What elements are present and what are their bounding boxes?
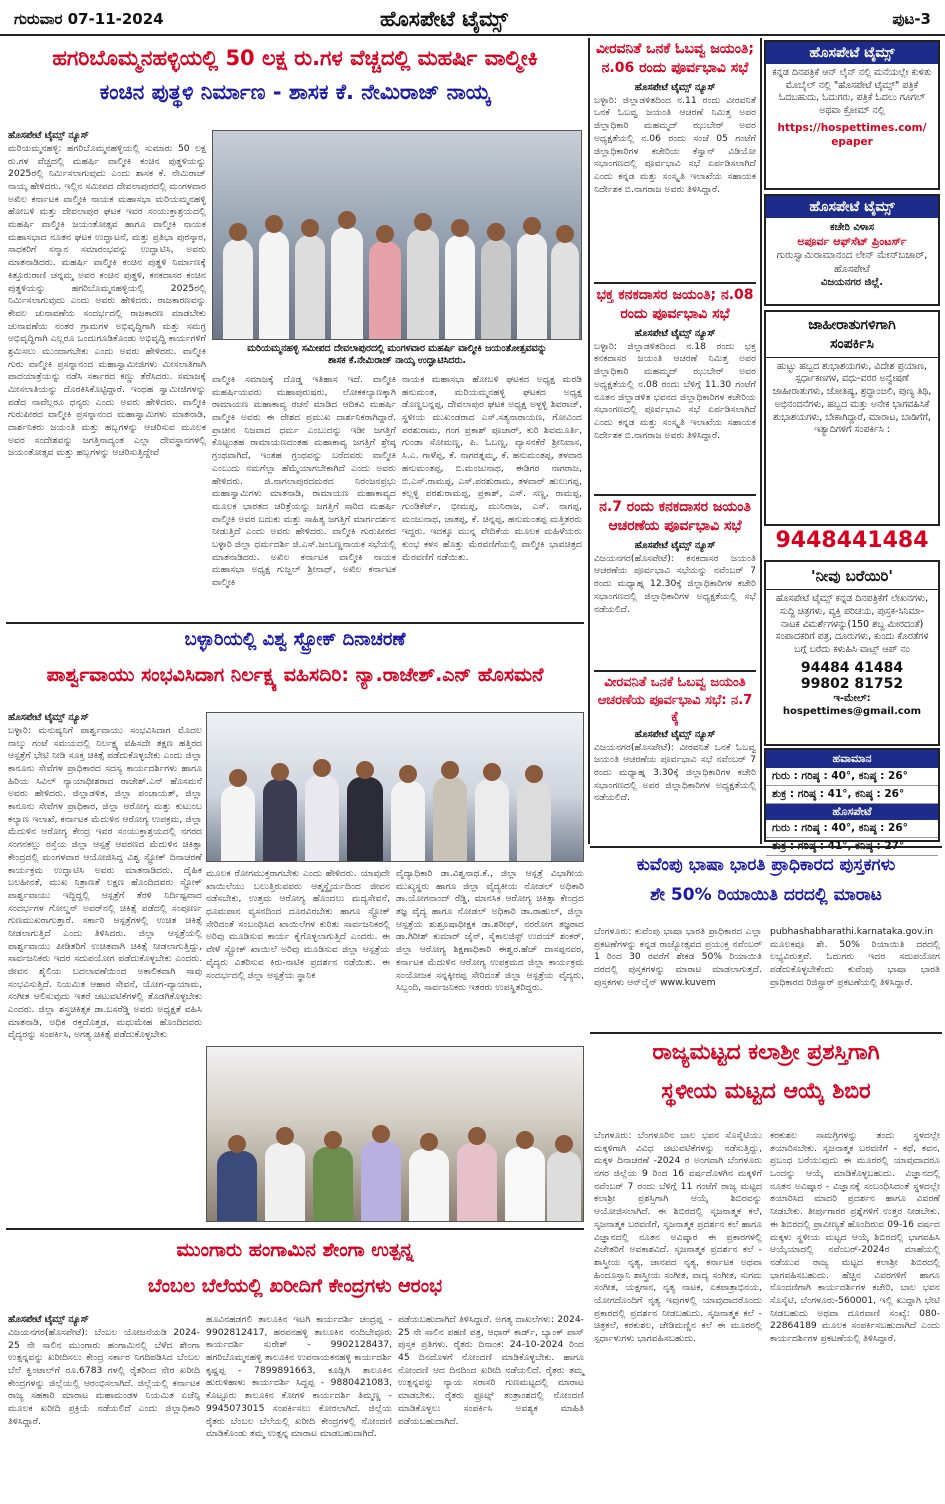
- story4-column1: ಬೆಂಗಳೂರು: ಕುವೆಂಪು ಭಾಷಾ ಭಾರತಿ ಪ್ರಾಧಿಕಾರದ ಎಲ್ಲಾ ಪ್ರಕಟಣೆಗಳನ್ನು ಕನ್ನಡ ರಾಜ್ಯೋತ್ಸವದ ಪ್ರಯುಕ್ತ ನವೆಂಬರ್ 1 ರಿಂದ 30 ರವರೆಗೆ ಶೇಕಡ 50% ರಿಯಾಯಿತಿ ದರದಲ್ಲಿ ಪುಸ್ತಕಗಳನ್ನು ಮಾರಾಟ ಮಾಡಲಾಗುತ್ತದೆ. ಪುಸ್ತಕಗಳು ಆನ್‌ಲೈನ್ www.kuvem: [594, 926, 762, 988]
- story3-column2: ಹೂವಿನಹಡಗಲಿ ತಾಲೂಕಿನ ಇಟಗಿ ಕಾರ್ಯದರ್ಶಿ ಚಂದ್ರಪ್ಪ - 9902812417, ಹರಪನಹಳ್ಳಿ ತಾಲೂಕಿನ ನಂದಿಬೇವೂರು ಕಾರ್ಯದರ್ಶಿ ಸುರೇಶ್ - 9902128437, ಹಗರಿಬೊಮ್ಮನಹಳ್ಳಿ ತಾಲೂಕಿನ ಉಪನಾಯಕನಹಳ್ಳಿ ಕಾರ್ಯದರ್ಶಿ ಕೃಷ್ಣಪ್ಪ - 7899891663, ಕೂಡ್ಲಿಗಿ ತಾಲೂಕಿನ ಹುರುಳಿಹಾಳು ಕಾರ್ಯದರ್ಶಿ ಸಿದ್ದಪ್ಪ - 9880421083, ಕೊಟ್ಟೂರು ತಾಲೂಕಿನ ಕೋಗಳಿ ಕಾರ್ಯದರ್ಶಿ ತಿಮ್ಮಣ್ಣ - 9945073015 ಸಂಪರ್ಕಿಸಲು ಕೋರಲಾಗಿದೆ. ಜಿಲ್ಲೆಯ ರೈತರು ಬೆಂಬಲ ಬೆಲೆಯಲ್ಲಿ ಖರೀದಿ ಕೇಂದ್ರಗಳಲ್ಲಿ ನೋಂದಣಿ ಮಾಡಿಕೊಂಡು ತಮ್ಮ ಉತ್ಪನ್ನ ಮಾರಾಟ ಮಾಡಬಹುದಾಗಿದೆ.: [206, 1314, 392, 1440]
- story2-photo2-people: [207, 1113, 583, 1221]
- story3-headline-line2: ಬೆಂಬಲ ಬೆಲೆಯಲ್ಲಿ ಖರೀದಿಗೆ ಕೇಂದ್ರಗಳು ಆರಂಭ: [147, 1274, 443, 1297]
- weather-box: [764, 748, 940, 842]
- brief4-byline: ಹೊಸಪೇಟೆ ಟೈಮ್ಸ್ ನ್ಯೂಸ್: [634, 728, 716, 740]
- ad-epaper-title: ಹೊಸಪೇಟೆ ಟೈಮ್ಸ್: [766, 42, 938, 64]
- sidebar-bottom-rule: [590, 846, 942, 848]
- story3-headline-line1: ಮುಂಗಾರು ಹಂಗಾಮಿನ ಶೇಂಗಾ ಉತ್ಪನ್ನ: [176, 1239, 414, 1261]
- ad-office-line1: ಕಚೇರಿ ವಿಳಾಸ: [829, 222, 875, 233]
- story2-text1: ಬಳ್ಳಾರಿ: ಮನುಷ್ಯನಿಗೆ ಪಾರ್ಶ್ವವಾಯು ಸಂಭವಿಸಿದಾಗ ಮೊದಲ ನಾಲ್ಕು ಗಂಟೆ ಸಮಯದಲ್ಲಿ ನಿರ್ಲಕ್ಷ್ಯ ವಹಿಸದೇ ತಕ್ಷಣ ಹತ್ತಿರದ ಆಸ್ಪತ್ರೆಗೆ ಭೇಟಿ ನೀಡಿ ಸೂಕ್ತ ಚಿಕಿತ್ಸೆ ಪಡೆದುಕೊಳ್ಳಬೇಕು ಎಂದು ಜಿಲ್ಲಾ ಕಾನೂನು ಸೇವೆಗಳ ಪ್ರಾಧಿಕಾರದ ಸದಸ್ಯ ಕಾರ್ಯದರ್ಶಿಗಳು ಹಾಗೂ ಹಿರಿಯ ಸಿವಿಲ್ ನ್ಯಾಯಾಧೀಶರಾದ ರಾಜೇಶ್.ಎನ್ ಹೊಸಮನೆ ಅವರು ಹೇಳಿದರು. ಜಿಲ್ಲಾಡಳಿತ, ಜಿಲ್ಲಾ ಪಂಚಾಯತ್, ಜಿಲ್ಲಾ ಕಾನೂನು ಸೇವೆಗಳ ಪ್ರಾಧಿಕಾರ, ಜಿಲ್ಲಾ ಆರೋಗ್ಯ ಮತ್ತು ಕುಟುಂಬ ಕಲ್ಯಾಣ ಇಲಾಖೆ, ಕರ್ನಾಟಕ ಮೆದುಳಿನ ಆರೋಗ್ಯ ಉಪಕ್ರಮ, ಜಿಲ್ಲಾ ಮೆದುಳಿನ ಆರೋಗ್ಯ ಕೇಂದ್ರ ಇವರ ಸಂಯುಕ್ತಾಶ್ರಯದಲ್ಲಿ ನಗರದ ಸಂಗನಕಲ್ಲು ರಸ್ತೆಯ ಜಿಲ್ಲಾ ಆಸ್ಪತ್ರೆ ಆವರಣದ ಮೆದುಳಿನ ಚಿಕಿತ್ಸಾ ಕೇಂದ್ರದಲ್ಲಿ ಮಂಗಳವಾರ ಆಯೋಜಿಸಿದ್ದ ವಿಶ್ವ ಸ್ಟ್ರೋಕ್ ದಿನಾಚರಣೆ ಕಾರ್ಯಕ್ರಮ ಉದ್ಘಾಟಿಸಿ ಅವರು ಮಾತನಾಡಿದರು. ದೈಹಿಕ ಬಲಹೀನತೆ, ಮುಖ ನಿತ್ರಾಣತೆ ಲಕ್ಷಣ ಹೊಂದಿದವರು ಸ್ಟ್ರೋಕ್ ಪಾರ್ಶ್ವವಾಯು ಇದ್ದಿದ್ದಲ್ಲಿ ಆಸ್ಪತ್ರೆಗೆ ತೆರಳಿ ನಿರ್ದಿಷ್ಟವಾದ ಸಂದರ್ಭಗಳ ಗೋಲ್ಡನ್ ಅವರ್‌ನಲ್ಲಿ ಚಿಕಿತ್ಸೆ ಪಡೆದಲ್ಲಿ ಸಂಪೂರ್ಣ ಗುಣಮುಖರಾಗುತ್ತಾರೆ. ಸರ್ಕಾರಿ ಆಸ್ಪತ್ರೆಗಳಲ್ಲಿ ಉಚಿತ ಚಿಕಿತ್ಸೆ ನೀಡಲಾಗುತ್ತಿದೆ ಎಂದು ತಿಳಿಸಿದರು. ಜಿಲ್ಲಾ ಆಸ್ಪತ್ರೆಯಲ್ಲಿ ಪಾರ್ಶ್ವವಾಯು ಪೀಡಿತರಿಗೆ ಉಚಿತವಾಗಿ ಚಿಕಿತ್ಸೆ ನೀಡಲಾಗುತ್ತಿದ್ದು, ಸಾರ್ವಜನಿಕರು ಇದರ ಸದುಪಯೋಗ ಪಡೆದುಕೊಳ್ಳಬೇಕು ಎಂದರು. ಜೀವನ ಶೈಲಿಯ ಬದಲಾವಣೆಯಿಂದ ಅಕಾಲಿಕವಾಗಿ ಸಾವು ಸಂಭವಿಸುತ್ತಿದೆ. ನಿಯಮಿತ ಆಹಾರ ಸೇವನೆ, ಯೋಗ-ವ್ಯಾಯಾಮ, ಸಂಗೀತ ಆಲಿಸುವುದು ಇತರೆ ಚಟುವಟಿಕೆಗಳಲ್ಲಿ ತೊಡಗಿಕೊಳ್ಳಬೇಕು ಎಂದರು. ಜಿಲ್ಲಾ ಶಸ್ತ್ರಚಿಕಿತ್ಸಕ ಡಾ.ಬಸರೆಡ್ಡಿ ಅವರು ಅಧ್ಯಕ್ಷತೆ ವಹಿಸಿ ಮಾತನಾಡಿ, ಅಧಿಕ ರಕ್ತದೊತ್ತಡ, ಮಧುಮೇಹ ಹೊಂದಿದವರು ವೈದ್ಯರನ್ನು ಸಂಪರ್ಕಿಸಿ, ಅಗತ್ಯ ಚಿಕಿತ್ಸೆ ಪಡೆದುಕೊಳ್ಳಬೇಕು: [8, 724, 202, 1041]
- story4-headline-line1: ಕುವೆಂಪು ಭಾಷಾ ಭಾರತಿ ಪ್ರಾಧಿಕಾರದ ಪುಸ್ತಕಗಳು: [636, 855, 896, 875]
- ad-office: [764, 194, 940, 306]
- story1-headline: [6, 40, 584, 128]
- issue-date: ಗುರುವಾರ 07-11-2024: [14, 10, 164, 28]
- story1-photo-people: [213, 210, 581, 339]
- story2-headline-line2: ಪಾರ್ಶ್ವವಾಯು ಸಂಭವಿಸಿದಾಗ ನಿರ್ಲಕ್ಷ್ಯ ವಹಿಸದಿರಿ: ನ್ಯಾ.ರಾಜೇಶ್.ಎನ್ ಹೊಸಮನೆ: [46, 663, 544, 686]
- story1-column1: [8, 130, 206, 618]
- story2-bottom-rule: [6, 1228, 584, 1230]
- ad-write-phone1: 94484 41484: [800, 659, 904, 676]
- ad-office-title: ಹೊಸಪೇಟೆ ಟೈಮ್ಸ್: [766, 196, 938, 218]
- weather-row-thu: ಗುರು : ಗರಿಷ್ಠ : 40°, ಕನಿಷ್ಠ : 26°: [766, 768, 938, 786]
- story2-column3: ವೈದ್ಯಾಧಿಕಾರಿ ಡಾ.ವಿಶ್ವನಾಥ.ಕೆ., ಜಿಲ್ಲಾ ಆಸ್ಪತ್ರೆ ವಿಭಾಗೀಯ ಮುಖ್ಯಸ್ಥರು ಹಾಗೂ ಜಿಲ್ಲಾ ವೈದ್ಯಕೀಯ ನೋಡಲ್ ಅಧಿಕಾರಿ ಡಾ.ಯೋಗನಾಂದ್ ರೆಡ್ಡಿ, ಮಾನಸಿಕ ಆರೋಗ್ಯ ಚಿಕಿತ್ಸಾ ಕೇಂದ್ರದ ತಜ್ಞ ವೈದ್ಯ ಹಾಗೂ ನೋಡಲ್ ಅಧಿಕಾರಿ ಡಾ.ರಾಹುಲ್, ಜಿಲ್ಲಾ ಆಸ್ಪತ್ರೆಯ ಶುಶ್ರೂಷಾಧೀಕ್ಷಕ ಡಾ.ಶರೀಫ್, ನರರೋಗ ತಜ್ಞರಾದ ಡಾ.ಗಿರೀಶ್ ಕುಮಾರ್ ಜೈನ್, ಸೈಕಾಲಜಿಸ್ಟ್ ಉದಯ್ ಶಂಕರ್, ಜಿಲ್ಲಾ ಆರೋಗ್ಯ ಶಿಕ್ಷಣಾಧಿಕಾರಿ ಈಶ್ವರ.ಹೆಚ್ ದಾಸಪ್ಪನವರ, ಕರ್ನಾಟಕ ಮೆದುಳಿನ ಆರೋಗ್ಯ ಉಪಕ್ರಮದ ಜಿಲ್ಲಾ ಕಾರ್ಯಕ್ರಮ ಸಂಯೋಜಕ ಸನ್ನಕ್ಕೀರಪ್ಪ ಸೇರಿದಂತೆ ಜಿಲ್ಲಾ ಆಸ್ಪತ್ರೆಯ ವೈದ್ಯರು, ಸಿಬ್ಬಂದಿ, ಸಾರ್ವಜನಿಕರು ಇತರರು ಉಪಸ್ಥಿತರಿದ್ದರು.: [396, 868, 584, 994]
- ad-office-line3: ಗುರುಸ್ವಾಮಿರಾಮಾನಂದ ಲೇನ್ ಮೇನ್‌ಬಜಾರ್, ಹೊಸಪೇಟೆ: [776, 250, 928, 275]
- story3-column3: ಪಡೆಯಬಹುದಾಗಿದೆ ತಿಳಿಸಿದ್ದಾರೆ. ಅಗತ್ಯ ದಾಖಲೆಗಳು: 2024-25 ನೇ ಸಾಲಿನ ಪಹಣಿ ಪತ್ರ, ಆಧಾರ್ ಕಾರ್ಡ್, ಬ್ಯಾಂಕ್ ಪಾಸ್ ಪುಸ್ತಕ ಪ್ರತಿಗಳು. ರೈತರು ದಿನಾಂಕ: 24-10-2024 ರಿಂದ 45 ದಿನದೊಳಗೆ ನೋಂದಣಿ ಮಾಡಿಕೊಳ್ಳಬೇಕು. ಹಾಗೂ ನೋಂದಣಿ ಆದ ದಿನದಿಂದ ಖರೀದಿ ನಡೆಯಲಿದೆ. ರೈತರು ತಮ್ಮ ಉತ್ಪನ್ನವನ್ನು ನ್ಯಾಯ ಸರಾಸರಿ ಗುಣಮಟ್ಟದಲ್ಲಿ ಮಾರಾಟ ಮಾಡಬೇಕು. ರೈತರು ಫ್ರೂಟ್ಸ್ ತಂತ್ರಾಂಶದಲ್ಲಿ ನೋಂದಣಿ ಮಾಡಿಕೊಳ್ಳಲು ಸಂಪರ್ಕಿಸಿ ಅವಶ್ಯಕ ಮಾಹಿತಿ ಪಡೆಯಬಹುದಾಗಿದೆ.: [398, 1314, 584, 1427]
- column-divider: [588, 38, 590, 844]
- weather-row-fri: ಶುಕ್ರ : ಗರಿಷ್ಠ : 41°, ಕನಿಷ್ಠ : 26°: [766, 786, 938, 804]
- ad-epaper: [764, 40, 940, 190]
- story1-headline-line2: ಕಂಚಿನ ಪುತ್ಥಳಿ ನಿರ್ಮಾಣ - ಶಾಸಕ ಕೆ. ನೇಮಿರಾಜ್ ನಾಯ್ಕ: [99, 80, 491, 105]
- brief2-headline: ಭಕ್ತ ಕನಕದಾಸರ ಜಯಂತಿ; ನ.08 ರಂದು ಪೂರ್ವಭಾವಿ ಸಭೆ: [596, 287, 754, 322]
- ad-contact-line1: ಜಾಹೀರಾತುಗಳಿಗಾಗಿ: [808, 317, 896, 333]
- brief3: [594, 498, 756, 668]
- brief1-rule: [594, 282, 756, 284]
- brief3-headline: ನ.7 ರಂದು ಕನಕದಾಸರ ಜಯಂತಿ ಆಚರಣೆಯ ಪೂರ್ವಭಾವಿ ಸಭೆ: [599, 499, 751, 534]
- story4-column2: pubhashabharathi.karnataka.gov.in ಮೂಲಕವೂ ಶೇ. 50% ರಿಯಾಯಿತಿ ದರದಲ್ಲಿ ಲಭ್ಯವಿರುತ್ತವೆ. ಓದುಗರು ಇದರ ಸದುಪಯೋಗ ಪಡೆದುಕೊಳ್ಳಬೇಕೆಂದು ಕುವೆಂಪು ಭಾಷಾ ಭಾರತಿ ಪ್ರಾಧಿಕಾರದ ರಿಜಿಸ್ಟ್ರಾರ್ ಪ್ರಕಟಣೆಯಲ್ಲಿ ತಿಳಿಸಿದ್ದಾರೆ.: [770, 926, 940, 988]
- brief4-text: ವಿಜಯನಗರ(ಹೊಸಪೇಟೆ): ವೀರವನಿತೆ ಒನಕೆ ಓಬವ್ವ ಜಯಂತಿ ಆಚರಣೆಯ ಪೂರ್ವಭಾವಿ ಸಭೆ ನವೆಂಬರ್ 7 ರಂದು ಮಧ್ಯಾಹ್ನ 3.30ಕ್ಕೆ ಜಿಲ್ಲಾಧಿಕಾರಿಗಳ ಕಚೇರಿ ಸಭಾಂಗಣದಲ್ಲಿ ಅಪರ ಜಿಲ್ಲಾಧಿಕಾರಿಗಳ ಅಧ್ಯಕ್ಷತೆಯಲ್ಲಿ ನಡೆಯಲಿದೆ.: [594, 741, 756, 804]
- newspaper-title: ಹೊಸಪೇಟೆ ಟೈಮ್ಸ್: [380, 6, 508, 31]
- weather-row2-thu: ಗುರು : ಗರಿಷ್ಠ : 40°, ಕನಿಷ್ಠ : 26°: [766, 820, 938, 838]
- story2-photo1: [206, 712, 584, 862]
- story2-photo1-people: [207, 769, 583, 861]
- story1-bottom-rule: [6, 622, 584, 624]
- brief2-byline: ಹೊಸಪೇಟೆ ಟೈಮ್ಸ್ ನ್ಯೂಸ್: [634, 327, 716, 339]
- story3-text1: ವಿಜಯನಗರ(ಹೊಸಪೇಟೆ): ಬೆಂಬಲ ಯೋಜನೆಯಡಿ 2024-25 ನೇ ಸಾಲಿನ ಮುಂಗಾರು ಹಂಗಾಮಿನಲ್ಲಿ ಬೆಳೆದ ಶೇಂಗಾ ಉತ್ಪನ್ನವನ್ನು ಖರೀದಿಸಲು ಕೇಂದ್ರ ಸರ್ಕಾರ ನಿಗದಿಪಡಿಸಿದ ಬೆಂಬಲ ಬೆಲೆ ಕ್ವಿಂಟಾಲ್‌ಗೆ ರೂ.6783 ಗಳಲ್ಲಿ ರೈತರಿಂದ ನೇರ ಖರೀದಿ ಕೇಂದ್ರಗಳನ್ನು ಜಿಲ್ಲೆಯಲ್ಲಿ ಆರಂಭಿಸಲಾಗಿದೆ. ಜಿಲ್ಲೆಯಲ್ಲಿ ಕರ್ನಾಟಕ ರಾಜ್ಯ ಸಹಕಾರಿ ಮಾರಾಟ ಮಹಾಮಂಡಳ ನಿಯಮಿತ ಏಜೆನ್ಸಿ ಮೂಲಕ ಖರೀದಿ ಪ್ರಕ್ರಿಯೆ ನಡೆಯಲಿದೆ ಎಂದು ಜಿಲ್ಲಾಧಿಕಾರಿ ತಿಳಿಸಿದ್ದಾರೆ.: [8, 1326, 200, 1427]
- masthead: [0, 0, 945, 36]
- ad-contact: [764, 310, 940, 526]
- brief2-rule: [594, 494, 756, 496]
- brief1-byline: ಹೊಸಪೇಟೆ ಟೈಮ್ಸ್ ನ್ಯೂಸ್: [634, 81, 716, 93]
- ad-write: [764, 560, 940, 746]
- story2-column2: ಮೂಲಕ ರೋಗಮುಕ್ತರಾಗಬೇಕು ಎಂದು ಹೇಳಿದರು. ಯಾವುದೇ ಖಾಯಿಲೆಯು ಬಲುತ್ತಿರುವವರು ಆತ್ಮಸ್ಥೈರ್ಯದಿಂದ ಜೀವನ ನಡೆಸಬೇಕು, ಉತ್ತಮ ಆರೋಗ್ಯ ಹೊಂದಲು ಮದ್ಯಸೇವನೆ, ಧೂಮಪಾನ ವ್ಯಸನದಿಂದ ದೂರವಿರಬೇಕು ಹಾಗೂ ಸ್ಟ್ರೋಕ್ ಸೇರಿದಂತೆ ಸಂಬಂಧಿಸಿದ ಖಾಯಿಲೆಗಳ ಕುರಿತು ಸಾರ್ವಜನಿಕರಲ್ಲಿ ಅರಿವು ಮೂಡಿಸುವ ಕಾರ್ಯ ಕೈಗೊಳ್ಳಲಾಗುತ್ತಿದೆ ಎಂದರು. ಈ ವೇಳೆ ಸ್ಟ್ರೋಕ್ ಖಾಯಿಲೆ ಅರಿವು ಮೂಡಿಸುವ ಜಿಲ್ಲಾ ಆಸ್ಪತ್ರೆಯ ವೈದ್ಯರು ವಿತರಿಸುವ ಕಿರು-ನಾಟಿಕ ಪ್ರದರ್ಶನ ನಡೆಯಿತು. ಈ ಸಂದರ್ಭದಲ್ಲಿ ಜಿಲ್ಲಾ ಆಸ್ಪತ್ರೆಯ ಸ್ಥಾನಿಕ: [206, 868, 390, 981]
- story1-column3: ನಾಯಕ ಮಹಾಸಭಾ ಹೋಬಳಿ ಘಟಕದ ಅಧ್ಯಕ್ಷ ಮರಡಿ ಹನುಮಂತ, ಮರಿಯಮ್ಮನಹಳ್ಳಿ ಘಟಕದ ಅಧ್ಯಕ್ಷ ಡೊಣ್ಣಬನ್ನಪ್ಪ, ದೇವಲಾಪುರ ಘಟಕ ಅಧ್ಯಕ್ಷ ಅಳ್ಳಳ್ಳಿ ಶಿವರಾಜ್, ಸ್ಥಳೀಯ ಮುಖಂಡರಾದ ಎಸ್.ಸತ್ಯನಾರಾಯಣ, ಗೋವಿಂದ ಪರಶುರಾಮ, ಗಂಗ ಪ್ರಕಾಶ್ ಪೂಜಾರ್, ಕುರಿ ಶಿವಮೂರ್ತಿ, ಗುಂಡಾ ಸೋಮಣ್ಣ, ಪಿ. ಓಬಣ್ಣ, ವ್ಯಾಸನಕೆರೆ ಶ್ರೀನಿವಾಸ, ಸಿ.ಎ. ಗಾಳೆಪ್ಪ, ಕೆ. ನಾಗರತ್ನಮ್ಮ, ಕೆ. ಹನುಮಂತಪ್ಪ, ತಳವಾರ ಹನುಮಂತಪ್ಪ, ಬಿ.ಮಂಜುನಾಥ, ಈಡಿಗರ ನಾಗರಾಜ, ಬಿ.ಎಸ್.ರಾಮಪ್ಪ, ಎಸ್.ಪರಶುರಾಮ, ತಳವಾರ್ ಹುಲುಗಪ್ಪ, ಕಲ್ಲಳ್ಳಿ ಪರಶುರಾಮಪ್ಪ, ಪ್ರಕಾಶ್, ಎಸ್. ಸಣ್ಣ, ರಾಮಪ್ಪ, ಗುಂಡಿಕೆರ್ಟ್, ಭೀಮಪ್ಪ, ಮುನಿರಾಜ, ಎಸ್. ನಾಗಪ್ಪ, ಮಂಜುನಾಥ, ಜಾತಪ್ಪ, ಕೆ. ಚಿನ್ನಪ್ಪ, ಹನುಮಂತಪ್ಪ ಮತ್ತಿತರರು ಇದ್ದರು. ಇದಕ್ಕೂ ಮುನ್ನ ವೇದಿಕೆಯ ಮೂಲಕ ಮಹಿಳೆಯರು ಕುಂಭ ಕಳಸ ಹೊತ್ತು ಮೆರವಣಿಗೆಯಲ್ಲಿ ವಾಲ್ಮೀಕಿ ಭಾವಚಿತ್ರದ ಮೆರವಣಿಗೆ ನಡೆಯಿತು.: [402, 374, 582, 563]
- story3-byline: ಹೊಸಪೇಟೆ ಟೈಮ್ಸ್ ನ್ಯೂಸ್: [8, 1314, 89, 1325]
- brief2-text: ಬಳ್ಳಾರಿ: ಜಿಲ್ಲಾಡಳಿತದಿಂದ ನ.18 ರಂದು ಭಕ್ತ ಕನಕದಾಸರ ಜಯಂತಿ ಆಚರಣೆ ನಿಮಿತ್ತ ಅಪರ ಜಿಲ್ಲಾಧಿಕಾರಿ ಮಹಮ್ಮದ್ ಝುಬೇರ್ ಅವರ ಅಧ್ಯಕ್ಷತೆಯಲ್ಲಿ ನ.08 ರಂದು ಬೆಳಿಗ್ಗೆ 11.30 ಗಂಟೆಗೆ ನೂತನ ಜಿಲ್ಲಾಡಳಿತ ಭವನದ ಜಿಲ್ಲಾಧಿಕಾರಿಗಳ ಕಚೇರಿಯ ಸಭಾಂಗಣದಲ್ಲಿ ಪೂರ್ವಭಾವಿ ಸಭೆ ಏರ್ಪಡಿಸಲಾಗಿದೆ ಎಂದು ಕನ್ನಡ ಮತ್ತು ಸಂಸ್ಕೃತಿ ಇಲಾಖೆಯ ಸಹಾಯಕ ನಿರ್ದೇಶಕ ಬಿ.ನಾಗರಾಜ ಅವರು ತಿಳಿಸಿದ್ದಾರೆ.: [594, 340, 756, 441]
- story2-headline-line1: ಬಳ್ಳಾರಿಯಲ್ಲಿ ವಿಶ್ವ ಸ್ಟ್ರೋಕ್ ದಿನಾಚರಣೆ: [184, 629, 406, 650]
- story5-headline-line2: ಸ್ಥಳೀಯ ಮಟ್ಟದ ಆಯ್ಕೆ ಶಿಬಿರ: [661, 1079, 871, 1105]
- brief3-text: ವಿಜಯನಗರ(ಹೊಸಪೇಟೆ): ಕನಕದಾಸರ ಜಯಂತಿ ಆಚರಣೆಯ ಪೂರ್ವಭಾವಿ ಸಭೆಯನ್ನು ನವೆಂಬರ್ 7 ರಂದು ಮಧ್ಯಾಹ್ನ 12.30ಕ್ಕೆ ಜಿಲ್ಲಾಧಿಕಾರಿಗಳ ಕಚೇರಿ ಸಭಾಂಗಣದಲ್ಲಿ ಜಿಲ್ಲಾಧಿಕಾರಿಗಳ ಅಧ್ಯಕ್ಷತೆಯಲ್ಲಿ ಸಭೆ ನಡೆಯಲಿದೆ.: [594, 552, 756, 615]
- ad-write-phone2: 99802 81752: [800, 675, 904, 692]
- story5-headline-line1: ರಾಜ್ಯಮಟ್ಟದ ಕಲಾಶ್ರೀ ಪ್ರಶಸ್ತಿಗಾಗಿ: [652, 1040, 880, 1065]
- brief4-headline: ವೀರವನಿತೆ ಒನಕೆ ಓಬವ್ವ ಜಯಂತಿ ಆಚರಣೆಯ ಪೂರ್ವಭಾವಿ ಸಭೆ: ನ.7 ಕ್ಕೆ: [597, 675, 753, 726]
- story5-column2: ಕರಕುಶಲ ಸಾಮಗ್ರಿಗಳನ್ನು ತಂದು ಸ್ಥಳದಲ್ಲೇ ತಯಾರಿಸಬೇಕು. ಸೃಜನಾತ್ಮಕ ಬರವಣಿಗೆ - ಕಥೆ, ಕವನ, ಪ್ರಬಂಧ ಬರೆಯುವುದು ಈ ಮೂರರಲ್ಲಿ ಯಾವುದಾದರೂ ಒಂದನ್ನು ಆಯ್ಕೆ ಮಾಡಿಕೊಳ್ಳಬಹುದು. ವಿಜ್ಞಾನದಲ್ಲಿ ನೂತನ ಅವಿಷ್ಕಾರ - ವಿಜ್ಞಾನಕ್ಕೆ ಸಂಬಂಧಿಸಿದಂತೆ ಸ್ಥಳದಲ್ಲೇ ತಯಾರಿಸಿದ ಮಾದರಿ ಪ್ರದರ್ಶನ ಹಾಗೂ ವಿವರಣೆ ನೀಡಬೇಕು. ತೀರ್ಪುಗಾರರ ಪ್ರಶ್ನೆಗಳಿಗೆ ಉತ್ತರ ನೀಡಬೇಕು. ಈ ಶಿಬಿರದಲ್ಲಿ ಪ್ರಾವೀಣ್ಯತೆ ಹೊಂದಿರುವ 09-16 ವರ್ಷದ ಮಕ್ಕಳು ಸ್ಥಳೀಯ ಮಟ್ಟದ ಆಯ್ಕೆ ಶಿಬಿರದಲ್ಲಿ ಭಾಗವಹಿಸಿ ಆಯ್ಕೆಯಾದಲ್ಲಿ ನವೆಂಬರ್-2024ರ ಮಾಹೆಯಲ್ಲಿ ನಡೆಯುವ ರಾಜ್ಯ ಮಟ್ಟದ ಕಲಾಶ್ರೀ ಶಿಬಿರದಲ್ಲಿ ಭಾಗವಹಿಸಬಹುದು. ಹೆಚ್ಚಿನ ವಿವರಗಳಿಗೆ ಹಾಗೂ ನೊಂದಣಿಗಾಗಿ ಕಾರ್ಯದರ್ಶಿಗಳ ಕಚೇರಿ, ಬಾಲ ಭವನ ಸೊಸೈಟಿ, ಬೆಂಗಳೂರು-560001, ಇಲ್ಲಿ ಖುದ್ದಾಗಿ ಭೇಟಿ ನೀಡಬಹುದು ಅಥವಾ ದೂರವಾಣಿ ಸಂಖ್ಯೆ: 080-22864189 ಮೂಲಕ ಸಂಪರ್ಕಿಸಬಹುದಾಗಿದೆ ಎಂದು ಕಾರ್ಯದರ್ಶಿಗಳ ಪ್ರಕಟಣೆಯಲ್ಲಿ ತಿಳಿಸಿದ್ದಾರೆ.: [770, 1130, 940, 1344]
- story2-photo2: [206, 1046, 584, 1222]
- brief3-byline: ಹೊಸಪೇಟೆ ಟೈಮ್ಸ್ ನ್ಯೂಸ್: [634, 539, 716, 551]
- story1-text1: ಮರಿಯಮ್ಮನಹಳ್ಳಿ: ಹಗರಿಬೊಮ್ಮನಹಳ್ಳಿಯಲ್ಲಿ ಸುಮಾರು 50 ಲಕ್ಷ ರು.ಗಳ ವೆಚ್ಚದಲ್ಲಿ ಮಹರ್ಷಿ ವಾಲ್ಮೀಕಿ ಕಂಚಿನ ಪುತ್ಥಳಿಯನ್ನು 2025ರಲ್ಲಿ ನಿರ್ಮಿಸಲಾಗುವುದು ಎಂದು ಶಾಸಕ ಕೆ. ನೇಮಿರಾಜ್ ನಾಯ್ಕ ಹೇಳಿದರು. ಇಲ್ಲಿನ ಸಮೀಪದ ದೇವಲಾಪುರದಲ್ಲಿ ಮಂಗಳವಾರ ಅಖಿಲ ಕರ್ನಾಟಕ ವಾಲ್ಮೀಕಿ ನಾಯಕ ಮಹಾಸಭಾ ಮರಿಯಮ್ಮನಹಳ್ಳಿ ಹೋಬಳಿ ಮತ್ತು ದೇವಲಾಪುರ ಘಟಕ ಇವರ ಸಂಯುಕ್ತಾಶ್ರಯದಲ್ಲಿ ಮಹರ್ಷಿ ವಾಲ್ಮೀಕಿ ಜಯಂತೋತ್ಸವ ಹಾಗೂ ವಾಲ್ಮೀಕಿ ನಾಯಕ ಮಹಾಸಭಾದ ನೂತನ ಘಟಕ ಉದ್ಘಾಟನೆ, ಮತ್ತು ಪ್ರತಿಭಾ ಪುರಸ್ಕಾರ, ಸಾಧಕರಿಗೆ ಸನ್ಮಾನ ಸಮಾರಂಭವನ್ನು ಉದ್ಘಾಟಿಸಿ, ಅವರು ಮಾತನಾಡಿದರು. ಮಹರ್ಷಿ ವಾಲ್ಮೀಕಿ ಕಂಚಿನ ಪುತ್ಥಳಿ ನಿರ್ಮಾಣಕ್ಕೆ ಕಿತ್ತೂರುರಾಣಿ ಚನ್ನಮ್ಮ ಅವರ ಕಂಚಿನ ಪುತ್ಥಳಿ, ಕನಕದಾಸರ ಕಂಚಿನ ಪುತ್ಥಳಿಯನ್ನು ಹಗರಿಬೊಮ್ಮನಹಳ್ಳಿಯಲ್ಲಿ 2025ರಲ್ಲಿ ನಿರ್ಮಿಸಲಾಗುವುದು ಎಂದು ಅವರು ಹೇಳಿದರು. ರಾಜಕಾರಣವನ್ನು ಕೇವಲ ಚುನಾವಣೆಯ ಸಂದರ್ಭದಲ್ಲಿ ರಾಜಕಾರಣ ಮಾಡಬೇಕು ಚುನಾವಣೆಯ ನಂತರ ಗ್ರಾಮಗಳ ಅಭಿವೃದ್ಧಿಗಾಗಿ ಮತ್ತು ಸಮಗ್ರ ಅಭಿವೃದ್ಧಿಗಾಗಿ ಎಲ್ಲರೂ ಒಂದುಗೂಡಿಕೊಂಡು ಅಭಿವೃದ್ಧಿ ಕಾರ್ಯಗಳಿಗೆ ಶ್ರಮಿಸಲು ಮುಂದಾಗಬೇಕು ಎಂದು ಅವರು ಹೇಳಿದರು. ವಾಲ್ಮೀಕಿ ಗುರು ವಾಲ್ಮೀಕಿ ಪ್ರಸನ್ನಾನಂದ ಮಹಾಸ್ವಾಮೀಜಿಗಳು ಮೀಸಲಾತಿಗಾಗಿ ಪಾದಯಾತ್ರೆಯನ್ನು ನಡೆಸಿ ಸರ್ಕಾರದ ಕಣ್ಣು ತೆರೆಸಿದರು. ಸಮಾಜಕ್ಕೆ ಮೀಸಲಾತಿಯನ್ನು ದೊರಕಿಸಿಕೊಟ್ಟಿದ್ದಾರೆ. ಇಂಥಹ ಸ್ವಾಮೀಜಿಗಳನ್ನು ಪಡೆದ ನಾವೆಲ್ಲರೂ ಧನ್ಯರು ಎಂದು ಅವರು ಹೇಳಿದರು. ವಾಲ್ಮೀಕಿ ಗುರುಪೀಠದ ವಾಲ್ಮೀಕಿ ಪ್ರಸನ್ನಾನಂದ ಮಹಾಸ್ವಾಮಿಗಳು ಮಾತನಾಡಿ, ದಾರ್ಶನಿಕರು ಜಯಂತಿ ಮತ್ತು ಹಬ್ಬಗಳನ್ನು ಆಚರಿಸುವ ಮೂಲಕ ಅವರ ಸಂದೇಶವನ್ನು ಜಗತ್ತಿನಾದ್ಯಂತ ಎಲ್ಲಾ ದೇವಸ್ಥಾನಗಳಲ್ಲಿ ಜಯಂತೋತ್ಸವ ಮತ್ತು ಹಬ್ಬಗಳನ್ನು ಆಚರಿಸುತ್ತಿದ್ದೇವೆ: [8, 142, 206, 459]
- ad-write-email: ಇ-ಮೇಲ್: hospettimes@gmail.com: [782, 692, 922, 718]
- ad-contact-phone: 9448441484: [775, 528, 929, 553]
- ad-write-title: 'ನೀವು ಬರೆಯಿರಿ': [766, 566, 938, 590]
- brief1: [594, 40, 756, 280]
- story1-column2: ವಾಲ್ಮೀಕಿ ಸಮಾಜಕ್ಕೆ ದೊಡ್ಡ ಇತಿಹಾಸ ಇದೆ. ವಾಲ್ಮೀಕಿ ಮಹರ್ಷಿಯವರು ಮಹಾಪುರುಷರು, ಲೋಕಕಲ್ಯಾಣಕ್ಕಾಗಿ ರಾಮಾಯಣ ಮಹಾಕಾವ್ಯ ರಚನೆ ಮಾಡಿದ ಆದಿಕವಿ ಮಹರ್ಷಿ ವಾಲ್ಮೀಕಿ ಅವರು ಈ ದೇಶದ ಪ್ರಮುಖ ದಾರ್ಶನಿಕರಾಗಿದ್ದಾರೆ. ಪ್ರಾಚೀನ ನಿಜವಾದ ಧರ್ಮ ಎಂಬುದನ್ನು ಇಡೀ ಜಗತ್ತಿಗೆ ಕೊಟ್ಟಂತಹ ರಾಮಾಯಣದಂತಹ ಮಹಾಕಾವ್ಯ ಜಗತ್ತಿಗೆ ಶ್ರೇಷ್ಠ ಗ್ರಂಥವಾಗಿದೆ, ಇಂತಹ ಗ್ರಂಥವನ್ನು ಬರೆದವರು ವಾಲ್ಮೀಕಿ ಎಂಬುದು ನಮಗೆಲ್ಲಾ ಹೆಮ್ಮೆಯಾಗಬೇಕಾಗಿದೆ ಎಂದು ಅವರು ಹೇಳಿದರು. ಜಿ.ನಾಗಲಾಪುರದಮಠದ ನಿರಂಜನಪ್ರಭು ಮಹಾಸ್ವಾಮಿಗಳು ಮಾತನಾಡಿ, ರಾಮಾಯಣ ಮಹಾಕಾವ್ಯದ ಮೂಲಕ ಭಾರತದ ಚರಿತ್ರೆಯನ್ನು ಜಗತ್ತಿಗೆ ಸಾರಿದ ಮಹರ್ಷಿ ವಾಲ್ಮೀಕಿ ಅವರ ಬದುಕು ಮತ್ತು ಸಾಹಿತ್ಯ ಜಗತ್ತಿಗೆ ಮಾರ್ಗದರ್ಶನ ನೀಡುತ್ತಿದೆ ಎಂದು ಅವರು ಹೇಳಿದರು. ವಾಲ್ಮೀಕಿ ಗುರುಪೀಠದ ಬಳ್ಳಾರಿ ಜಿಲ್ಲಾ ಧರ್ಮದರ್ಶಿ ಜಿ.ಎಸ್.ಜಂಬಣ್ಣನಾಯಕ ಸಭೆಯಲ್ಲಿ ಮಾತನಾಡಿದರು. ಅಖಿಲ ಕರ್ನಾಟಕ ವಾಲ್ಮೀಕಿ ನಾಯಕ ಮಹಾಸಭಾ ಅಧ್ಯಕ್ಷ ಗುಜ್ಜಲ್ ಶ್ರೀನಾಥ್, ಅಖಿಲ ಕರ್ನಾಟಕ ವಾಲ್ಮೀಕಿ: [212, 374, 396, 588]
- sidebar-divider: [760, 38, 762, 844]
- story1-caption-line1: ಮರಿಯಮ್ಮನಹಳ್ಳಿ ಸಮೀಪದ ದೇವಲಾಪುರದಲ್ಲಿ ಮಂಗಳವಾರ ಮಹರ್ಷಿ ವಾಲ್ಮೀಕಿ ಜಯಂತೋತ್ಸವವನ್ನು: [247, 343, 547, 354]
- story3-headline: [6, 1234, 584, 1310]
- story5-headline: [592, 1036, 940, 1128]
- ad-epaper-url[interactable]: https://hospettimes.com/ epaper: [777, 121, 927, 148]
- weather-title: ಹವಾಮಾನ: [766, 750, 938, 768]
- brief4: [594, 674, 756, 844]
- ad-contact-text: ಹುಟ್ಟು ಹಬ್ಬದ ಶುಭಾಶಯಗಳು, ವಿದೇಶ ಪ್ರಯಾಣ, ಸ್ಪರ್ಧಾಕಣಗಳ, ವಧು-ವರರ ಅನ್ವೇಷಣೆ ಜಾಹೀರಾತುಗಳು, ಜೋತಿಷ್ಯ, ಶ್ರದ್ಧಾಂಜಲಿ, ಪುಣ್ಯ ತಿಥಿ, ಅಭಿನಂದನೆಗಳು, ಹಬ್ಬದ ಮತ್ತು ಅನೇಕ ಭಾಗವಹಿಸಿಕೆ ಶುಭಾಶಯಗಳು, ಬೇಕಾಗಿದ್ದಾರೆ, ಮಾರಾಟ, ಬಾಡಿಗೆಗೆ, ಇತ್ಯಾದಿಗಳಿಗೆ ಸಂಪರ್ಕಿಸಿ :: [772, 360, 932, 436]
- brief1-headline: ವೀರವನಿತೆ ಒನಕೆ ಓಬವ್ವ ಜಯಂತಿ; ನ.06 ರಂದು ಪೂರ್ವಭಾವಿ ಸಭೆ: [596, 41, 754, 76]
- ad-office-line4: ವಿಜಯನಗರ ಜಿಲ್ಲೆ.: [820, 277, 884, 289]
- brief3-rule: [594, 670, 756, 672]
- brief1-text: ಬಳ್ಳಾರಿ: ಜಿಲ್ಲಾಡಳಿತದಿಂದ ನ.11 ರಂದು ವೀರವನಿತೆ ಒನಕೆ ಓಬವ್ವ ಜಯಂತಿ ಆಚರಣೆ ನಿಮಿತ್ತ ಅಪರ ಜಿಲ್ಲಾಧಿಕಾರಿ ಮಹಮ್ಮದ್ ಝುಬೇರ್ ಅವರ ಅಧ್ಯಕ್ಷತೆಯಲ್ಲಿ ನ.06 ರಂದು ಸಂಜೆ 05 ಗಂಟೆಗೆ ಜಿಲ್ಲಾಧಿಕಾರಿಗಳ ಕಚೇರಿಯ ಕೆಸ್ವಾನ್ ವಿಡಿಯೋ ಸಭಾಂಗಣದಲ್ಲಿ ಪೂರ್ವಭಾವಿ ಸಭೆ ಏರ್ಪಡಿಸಲಾಗಿದೆ ಎಂದು ಕನ್ನಡ ಮತ್ತು ಸಂಸ್ಕೃತಿ ಇಲಾಖೆಯ ಸಹಾಯಕ ನಿರ್ದೇಶಕ ಬಿ.ನಾಗರಾಜ ಅವರು ತಿಳಿಸಿದ್ದಾರೆ.: [594, 94, 756, 195]
- ad-contact-line2: ಸಂಪರ್ಕಿಸಿ: [766, 335, 938, 358]
- ad-office-line2: ಅಪೂರ್ವ ಆಫ್‌ಸೆಟ್ ಪ್ರಿಂಟರ್ಸ್: [797, 234, 907, 248]
- story1-caption: [212, 343, 582, 371]
- story3-column1: [8, 1314, 200, 1500]
- story1-caption-line2: ಶಾಸಕ ಕೆ.ನೇಮಿರಾಜ್ ನಾಯ್ಕ ಉದ್ಘಾಟಿಸಿದರು.: [328, 355, 466, 367]
- story2-column1: [8, 712, 202, 1224]
- story4-headline: [592, 852, 940, 922]
- story4-headline-line2: ಶೇ 50% ರಿಯಾಯಿತಿ ದರದಲ್ಲಿ ಮಾರಾಟ: [650, 884, 882, 905]
- story4-bottom-rule: [590, 1032, 942, 1034]
- story2-byline: ಹೊಸಪೇಟೆ ಟೈಮ್ಸ್ ನ್ಯೂಸ್: [8, 712, 89, 723]
- story1-headline-line1: ಹಗರಿಬೊಮ್ಮನಹಳ್ಳಿಯಲ್ಲಿ 50 ಲಕ್ಷ ರು.ಗಳ ವೆಚ್ಚದಲ್ಲಿ ಮಹರ್ಷಿ ವಾಲ್ಮೀಕಿ: [52, 46, 538, 70]
- page-number: ಪುಟ-3: [892, 10, 931, 28]
- brief2: [594, 286, 756, 492]
- story5-column1: ಬೆಂಗಳೂರು: ಬೆಂಗಳೂರಿನ ಬಾಲ ಭವನ ಸೊಸೈಟಿಯು ಮಕ್ಕಳಿಗಾಗಿ ವಿವಿಧ ಚಟುವಟಿಕೆಗಳನ್ನು ನಡೆಸುತ್ತಿದ್ದು, ಮಕ್ಕಳ ದಿನಾಚರಣೆ -2024 ರ ಅಂಗವಾಗಿ ಬೆಂಗಳೂರು ನಗರ ಜಿಲ್ಲೆಯ 9 ರಿಂದ 16 ವರ್ಷದೊಳಗಿನ ಮಕ್ಕಳಿಗೆ ನವೆಂಬರ್ 7 ರಂದು ಬೆಳಿಗ್ಗೆ 11 ಗಂಟೆಗೆ ರಾಜ್ಯ ಮಟ್ಟದ ಕಲಾಶ್ರೀ ಪ್ರಶಸ್ತಿಗಾಗಿ ಆಯ್ಕೆ ಶಿಬಿರವನ್ನು ಆಯೋಜಿಸಲಾಗಿದೆ. ಈ ಶಿಬಿರದಲ್ಲಿ ಸೃಜನಾತ್ಮಕ ಕಲೆ, ಸೃಜನಾತ್ಮಕ ಬರವಣಿಗೆ, ಸೃಜನಾತ್ಮಕ ಪ್ರದರ್ಶನ ಕಲೆ ಹಾಗೂ ವಿಜ್ಞಾನದಲ್ಲಿ ನೂತನ ಅವಿಷ್ಕಾರ ಈ ಪ್ರಕಾರಗಳಲ್ಲಿ ವಿಜೇತರಿಗೆ ಅವಕಾಶವಿದೆ. ಸೃಜನಾತ್ಮಕ ಪ್ರದರ್ಶನ ಕಲೆ - ಶಾಸ್ತ್ರೀಯ ನೃತ್ಯ, ಜಾನಪದ ನೃತ್ಯ, ಕರ್ನಾಟಕ ಅಥವಾ ಹಿಂದೂಸ್ತಾನಿ ಶಾಸ್ತ್ರೀಯ ಸಂಗೀತ, ವಾದ್ಯ ಸಂಗೀತ, ಸುಗಮ ಸಂಗೀತ, ಯಕ್ಷಗಾನ, ನೃತ್ಯ ನಾಟಕ, ಏಕಪಾತ್ರಾಭಿನಯ, ಯೋಗದೊಂದಿಗೆ ನೃತ್ಯ ಇವುಗಳಲ್ಲಿ ಯಾವುದಾದರೊಂದು ಪ್ರಕಾರದಲ್ಲಿ ಪ್ರದರ್ಶನ ನೀಡಬಹುದು. ಸೃಜನಾತ್ಮಕ ಕಲೆ - ಚಿತ್ರಕಲೆ, ಕರಕುಶಲ, ಜೇಡಿಮಣ್ಣಿನ ಕಲೆ ಈ ಮೂರರಲ್ಲಿ ಸ್ಪರ್ಧಾಳುಗಳು ಭಾಗವಹಿಸಬಹುದು.: [594, 1130, 762, 1344]
- story1-photo: [212, 130, 582, 340]
- weather-title-hospet: ಹೊಸಪೇಟೆ: [766, 804, 938, 820]
- ad-epaper-text: ಕನ್ನಡ ದಿನಪತ್ರಿಕೆ ಆನ್ ಲೈನ್ ನಲ್ಲಿ ಮನೆಯಲ್ಲೇ ಕುಳಿತು ಮೊಬೈಲ್ ನಲ್ಲಿ "ಹೊಸಪೇಟೆ ಟೈಮ್ಸ್" ಪತ್ರಿಕೆ ಓದಬಹುದು, ಓದುಗರು, ಪತ್ರಿಕೆ ಓದಲು ಗೂಗಲ್ ಅಥವಾ ಕ್ರೋಮ್ ನಲ್ಲಿ: [772, 67, 932, 117]
- ad-write-text: ಹೊಸಪೇಟೆ ಟೈಮ್ಸ್ ಕನ್ನಡ ದಿನಪತ್ರಿಕೆಗೆ ಲೇಖನಗಳು, ಸುದ್ದಿ ಚಿತ್ರಗಳು, ವ್ಯಕ್ತಿ ಪರಿಚಯ, ಪುಸ್ತಕ-ಸಿನಿಮಾ-ನಾಟಕ ವಿಮರ್ಶೆಗಳನ್ನು(150 ಶಬ್ದ ಮೀರದಂತೆ) ಸಂಪಾದಕರಿಗೆ ಪತ್ರ, ದೂರುಗಳು, ಕುಂದು ಕೊರತೆಗಳ ಬಗ್ಗೆ ಬರೆದು ಕಳುಹಿಸಿ ವಾಟ್ಸ್ ಆಪ್ ನಂ: [775, 593, 929, 655]
- story2-headline: [6, 628, 584, 706]
- story1-byline: ಹೊಸಪೇಟೆ ಟೈಮ್ಸ್ ನ್ಯೂಸ್: [8, 130, 89, 141]
